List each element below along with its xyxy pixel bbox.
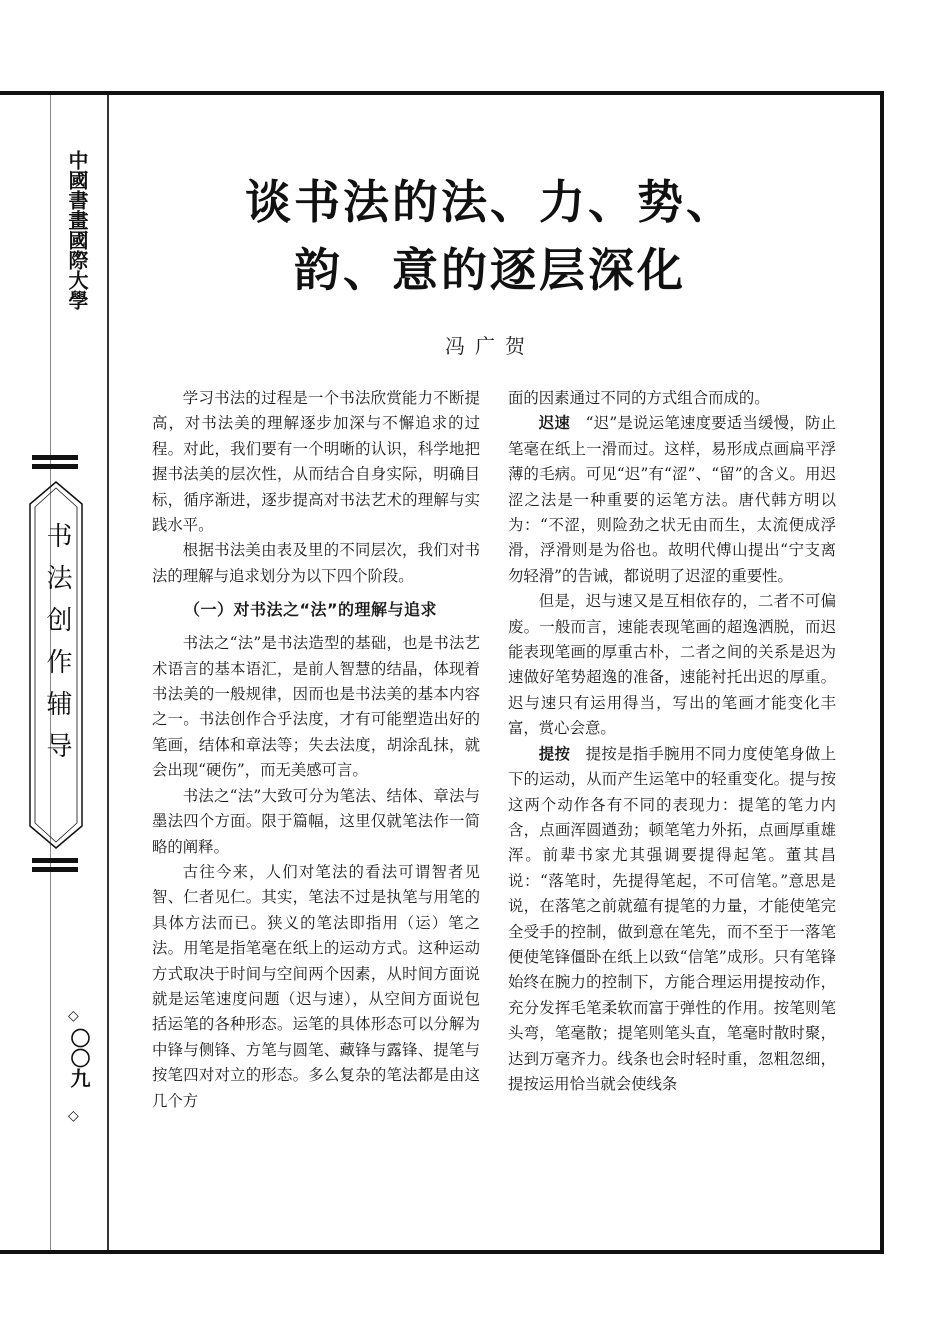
section-bar-bottom-2 [32, 867, 78, 872]
paragraph-text: 提按是指手腕用不同力度使笔身做上下的运动，从而产生运笔中的轻重变化。提与按这两个动作各有不同的表现力：提笔的笔力内含，点画浑圆遒劲；顿笔笔力外拓，点画厚重雄浑。前辈书家尤其强调要提得起笔。董其昌说：“落笔时，先提得笔起，不可信笔。”意思是说，在落笔之前就蕴有提笔的力量，才能使笔完全受手的控制，做到意在笔先，而不至于一落笔便使笔锋僵卧在纸上以致“信笔”成形。只有笔锋始终在腕力的控制下，方能合理运用提按动作，充分发挥毛笔柔软而富于弹性的作用。按笔则笔头弯，笔毫散；提笔则笔头直，笔毫时散时聚，达到万毫齐力。线条也会时轻时重，忽粗忽细，提按运用恰当就会使线条 [508, 744, 836, 1093]
journal-brand: 中國書畫國際大學 [65, 150, 89, 310]
column-right [508, 386, 836, 1097]
page-number: 〇〇九 [67, 1028, 91, 1088]
section-bar-bottom [32, 858, 78, 863]
section-bar-top [32, 455, 78, 460]
column-left [152, 386, 480, 1114]
paragraph [508, 742, 836, 1098]
section-bar-top-2 [32, 464, 78, 469]
paragraph: 根据书法美由表及里的不同层次，我们对书法的理解与追求划分为以下四个阶段。 [152, 541, 480, 585]
title-line-1: 谈书法的法、力、势、 [245, 175, 735, 229]
diamond-ornament-top: ◇ [68, 1008, 79, 1024]
article-title [150, 168, 830, 304]
section-label-box [28, 480, 84, 850]
keyword-tian: 提按 [538, 744, 571, 763]
sidebar-divider [107, 95, 109, 1250]
paragraph: 学习书法的过程是一个书法欣赏能力不断提高，对书法美的理解逐步加深与不懈追求的过程。对此，我们要有一个明晰的认识，科学地把握书法美的层次性，从而结合自身实际，明确目标，循序渐进，逐步提高对书法艺术的理解与实践水平。 [152, 389, 480, 535]
paragraph [508, 411, 836, 589]
keyword-chisu: 迟速 [538, 414, 571, 433]
frame-right-border [880, 91, 884, 1254]
paragraph: 书法之“法”大致可分为笔法、结体、章法与墨法四个方面。限于篇幅，这里仅就笔法作一简略的阐释。 [152, 786, 480, 856]
frame-bottom-border [0, 1250, 884, 1254]
author-name: 冯广贺 [445, 334, 535, 358]
section-heading: （一）对书法之“法”的理解与追求 [184, 600, 438, 620]
diamond-ornament-bottom: ◇ [68, 1108, 79, 1124]
paragraph: 书法之“法”是书法造型的基础，也是书法艺术语言的基本语汇，是前人智慧的结晶，体现着书法美的一般规律，因而也是书法美的基本内容之一。书法创作合乎法度，才有可能塑造出好的笔画，结体和章法等；失去法度，胡涂乱抹，就会出现“硬伤”，而无美感可言。 [152, 634, 480, 780]
section-label: 书法创作辅导 [42, 522, 72, 774]
paragraph: 古往今来，人们对笔法的看法可谓智者见智、仁者见仁。其实，笔法不过是执笔与用笔的具体方法而已。狭义的笔法即指用（运）笔之法。用笔是指笔毫在纸上的运动方式。这种运动方式取决于时间与空间两个因素，从时间方面说就是运笔速度问题（迟与速），从空间方面说包括运笔的各种形态。运笔的具体形态可以分解为中锋与侧锋、方笔与圆笔、藏锋与露锋、提笔与按笔四对对立的形态。多么复杂的笔法都是由这几个方 [152, 862, 480, 1110]
paragraph: 但是，迟与速又是互相依存的，二者不可偏废。一般而言，速能表现笔画的超逸洒脱，而迟能表现笔画的厚重古朴，二者之间的关系是迟为速做好笔势超逸的准备，速能衬托出迟的厚重。迟与速只有运用得当，写出的笔画才能变化丰富，赏心会意。 [508, 592, 836, 738]
frame-top-border [0, 91, 884, 95]
paragraph: 面的因素通过不同的方式组合而成的。 [508, 389, 770, 407]
paragraph-text: “迟”是说运笔速度要适当缓慢，防止笔毫在纸上一滑而过。这样，易形成点画扁平浮薄的毛病。可见“迟”有“涩”、“留”的含义。用迟涩之法是一种重要的运笔方法。唐代韩方明以为：“不涩，则险劲之状无由而生，太流便成浮滑，浮滑则是为俗也。故明代傅山提出“宁支离勿轻滑”的告诫，都说明了迟涩的重要性。 [508, 414, 836, 585]
title-line-2: 韵、意的逐层深化 [294, 243, 686, 297]
